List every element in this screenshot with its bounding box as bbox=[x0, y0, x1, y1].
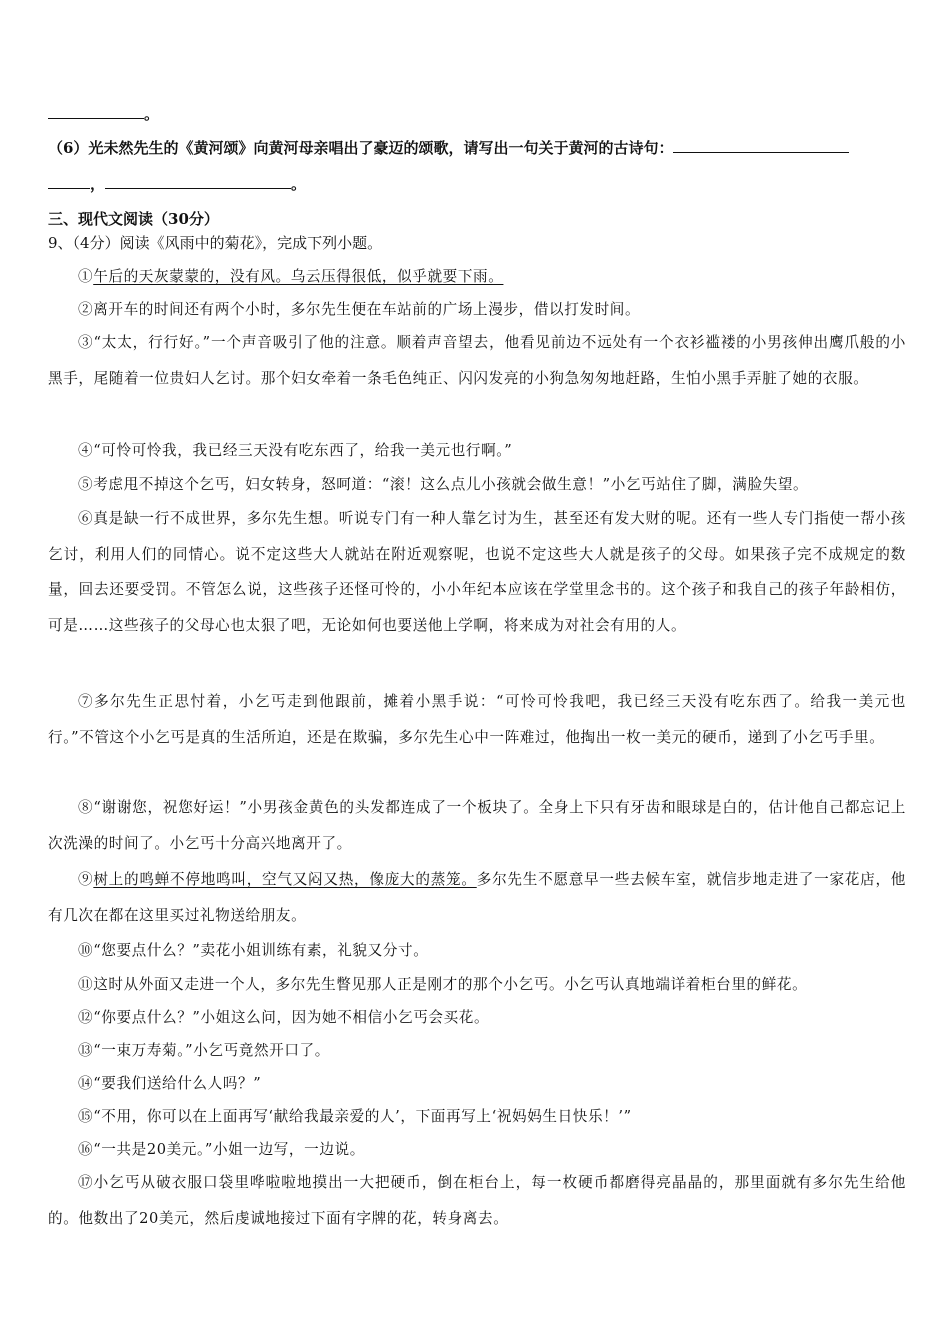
paragraph-13: ⑬“一束万寿菊。”小乞丐竟然开口了。 bbox=[78, 1042, 330, 1059]
paragraph-5: ⑤考虑甩不掉这个乞丐，妇女转身，怒呵道：“滚！这么点儿小孩就会做生意！”小乞丐站住了脚，满脸失望。 bbox=[78, 476, 809, 493]
paragraph-16: ⑯“一共是20美元。”小姐一边写，一边说。 bbox=[78, 1141, 365, 1158]
paragraph-6: ⑥真是缺一行不成世界，多尔先生想。听说专门有一种人靠乞讨为生，甚至还有发大财的呢。还有一些人专门指使一帮小孩乞讨，利用人们的同情心。说不定这些大人就站在附近观察呢，也说不定这些大人就是孩子的父母。如果孩子完不成规定的数量，回去还要受罚。不管怎么说，这些孩子还怪可怜的，小小年纪本应该在学堂里念书的。这个孩子和我自己的孩子年龄相仿，可是……这些孩子的父母心也太狠了吧，无论如何也要送他上学啊，将来成为对社会有用的人。 bbox=[48, 510, 906, 634]
paragraph-1: ①午后的天灰蒙蒙的，没有风。乌云压得很低，似乎就要下雨。 bbox=[78, 268, 504, 285]
paragraph-8: ⑧“谢谢您，祝您好运！”小男孩金黄色的头发都连成了一个板块了。全身上下只有牙齿和眼球是白的，估计他自己都忘记上次洗澡的时间了。小乞丐十分高兴地离开了。 bbox=[48, 799, 907, 852]
paragraph-15: ⑮“不用，你可以在上面再写‘献给我最亲爱的人’，下面再写上‘祝妈妈生日快乐！’” bbox=[78, 1108, 632, 1125]
question-6 bbox=[48, 138, 906, 158]
question-9-prompt: 9、（4分）阅读《风雨中的菊花》，完成下列小题。 bbox=[48, 234, 383, 252]
section-title: 三、现代文阅读（30分） bbox=[48, 210, 219, 228]
answer-blank-1[interactable] bbox=[673, 138, 849, 153]
answer-blank-1-cont[interactable] bbox=[48, 174, 90, 189]
answer-line-prev: 。 bbox=[48, 104, 906, 124]
paragraph-10: ⑩“您要点什么？”卖花小姐训练有素，礼貌又分寸。 bbox=[78, 942, 429, 959]
paragraph-11: ⑪这时从外面又走进一个人，多尔先生瞥见那人正是刚才的那个小乞丐。小乞丐认真地端详着柜台里的鲜花。 bbox=[78, 976, 808, 993]
paragraph-7: ⑦多尔先生正思忖着，小乞丐走到他跟前，摊着小黑手说：“可怜可怜我吧，我已经三天没有吃东西了。给我一美元也行。”不管这个小乞丐是真的生活所迫，还是在欺骗，多尔先生心中一阵难过，他掏出一枚一美元的硬币，递到了小乞丐手里。 bbox=[48, 693, 906, 746]
question-6-continued: ， 。 bbox=[48, 174, 906, 194]
paragraph-9: ⑨树上的鸣蝉不停地鸣叫，空气又闷又热，像庞大的蒸笼。多尔先生不愿意早一些去候车室，就信步地走进了一家花店，他有几次在都在这里买过礼物送给朋友。 bbox=[48, 871, 906, 924]
paragraph-12: ⑫“你要点什么？”小姐这么问，因为她不相信小乞丐会买花。 bbox=[78, 1009, 490, 1026]
answer-blank[interactable] bbox=[48, 104, 144, 119]
answer-blank-2[interactable] bbox=[105, 174, 291, 189]
paragraph-2: ②离开车的时间还有两个小时，多尔先生便在车站前的广场上漫步，借以打发时间。 bbox=[78, 301, 641, 318]
paragraph-17: ⑰小乞丐从破衣服口袋里哗啦啦地摸出一大把硬币，倒在柜台上，每一枚硬币都磨得亮晶晶的，那里面就有多尔先生给他的。他数出了20美元，然后虔诚地接过下面有字牌的花，转身离去。 bbox=[48, 1174, 906, 1227]
question-6-text: （6）光未然先生的《黄河颂》向黄河母亲唱出了豪迈的颂歌，请写出一句关于黄河的古诗句： bbox=[48, 139, 674, 157]
paragraph-4: ④“可怜可怜我，我已经三天没有吃东西了，给我一美元也行啊。” bbox=[78, 442, 513, 459]
paragraph-14: ⑭“要我们送给什么人吗？” bbox=[78, 1075, 262, 1092]
paragraph-3: ③“太太，行行好。”一个声音吸引了他的注意。顺着声音望去，他看见前边不远处有一个衣衫褴褛的小男孩伸出鹰爪般的小黑手，尾随着一位贵妇人乞讨。那个妇女牵着一条毛色纯正、闪闪发亮的小狗急匆匆地赶路，生怕小黑手弄脏了她的衣服。 bbox=[48, 334, 906, 387]
